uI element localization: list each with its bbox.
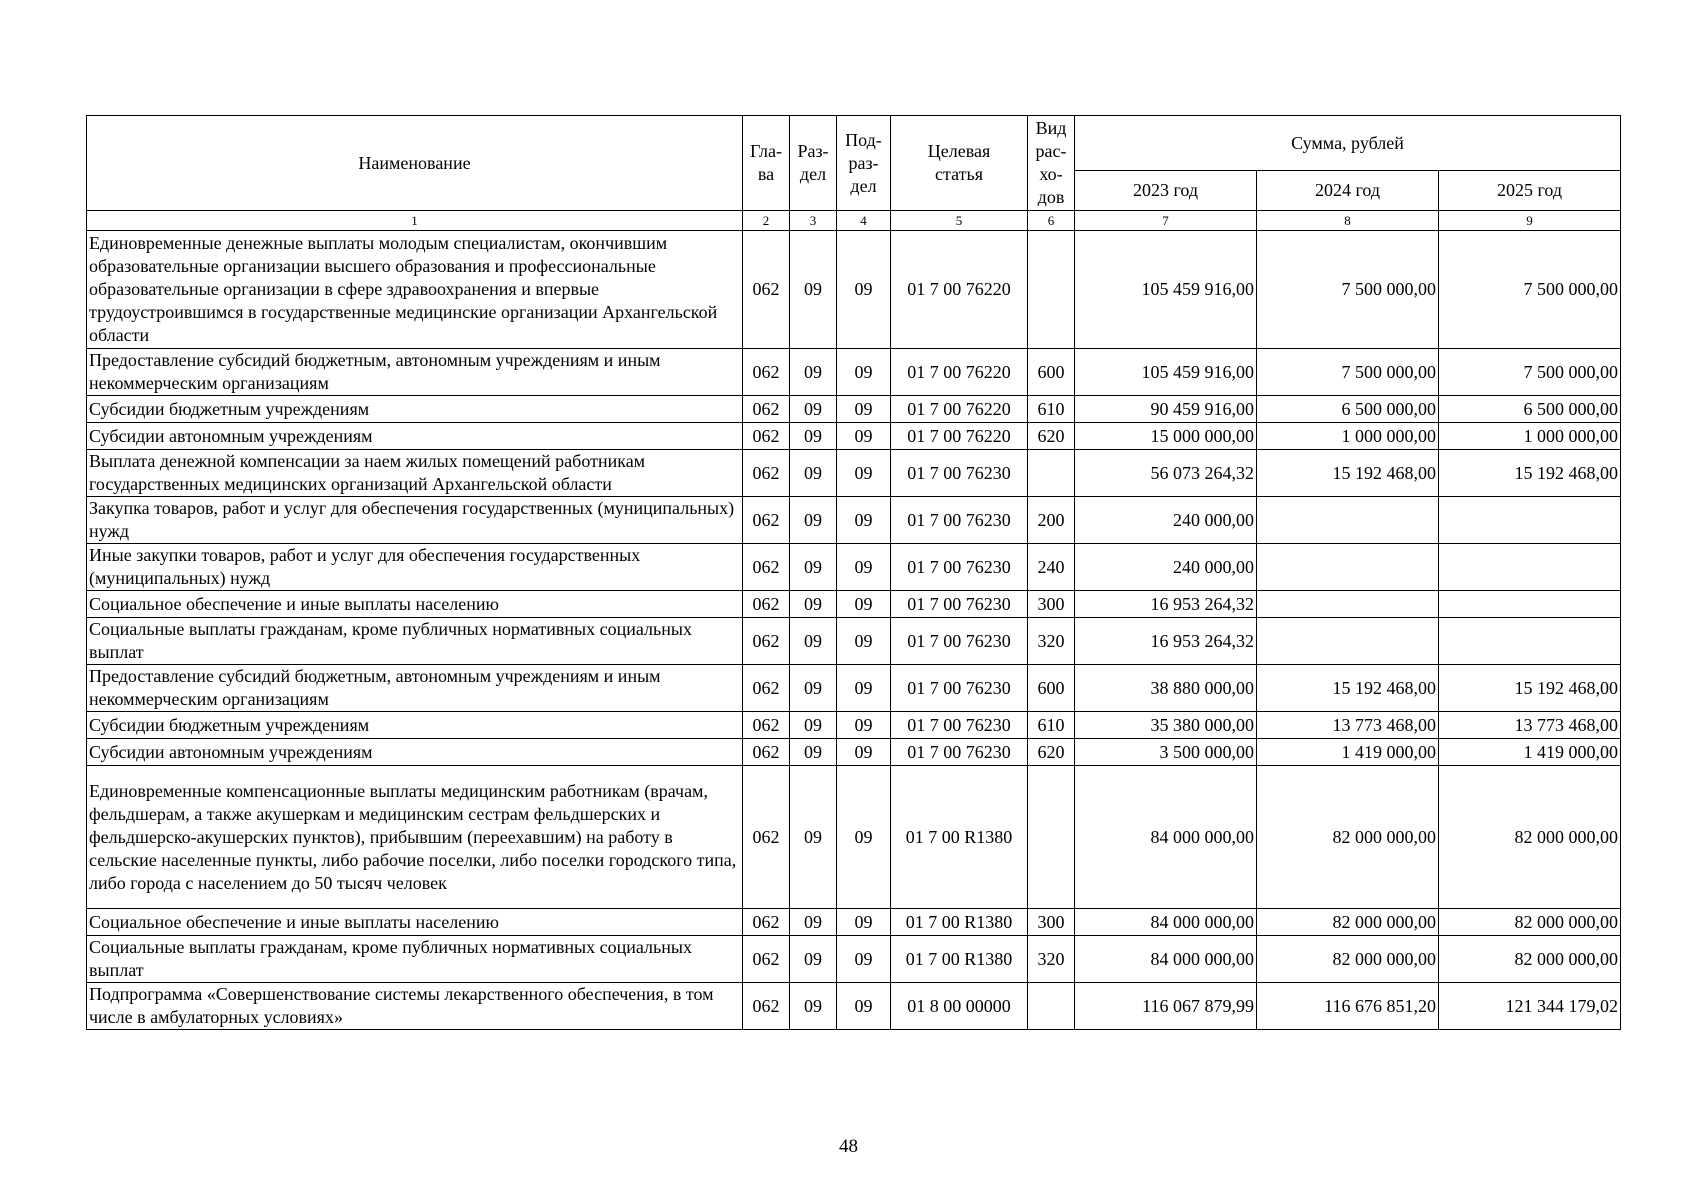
row-amount-2024: 116 676 851,20 <box>1257 983 1439 1030</box>
row-target: 01 7 00 76220 <box>891 349 1028 396</box>
table-row <box>87 544 1621 591</box>
row-chapter: 062 <box>743 591 790 618</box>
row-amount-2024 <box>1257 618 1439 665</box>
row-amount-2025: 1 419 000,00 <box>1439 739 1621 766</box>
header-target <box>891 116 1028 211</box>
row-chapter: 062 <box>743 936 790 983</box>
table-row <box>87 231 1621 349</box>
header-subsection-text: Под- раз- дел <box>845 129 882 196</box>
table-row <box>87 712 1621 739</box>
row-section: 09 <box>790 712 837 739</box>
row-section: 09 <box>790 739 837 766</box>
row-amount-2025: 1 000 000,00 <box>1439 423 1621 450</box>
row-section: 09 <box>790 450 837 497</box>
header-expense-type <box>1028 116 1075 211</box>
row-target: 01 7 00 76230 <box>891 497 1028 544</box>
row-amount-2023: 15 000 000,00 <box>1075 423 1257 450</box>
row-expense-type: 620 <box>1028 739 1075 766</box>
row-target: 01 7 00 R1380 <box>891 766 1028 909</box>
row-amount-2025: 15 192 468,00 <box>1439 665 1621 712</box>
row-subsection: 09 <box>837 739 891 766</box>
table-row <box>87 450 1621 497</box>
row-amount-2024: 15 192 468,00 <box>1257 450 1439 497</box>
header-target-text: Целевая статья <box>927 141 991 184</box>
row-name: Выплата денежной компенсации за наем жилых помещений работникам государственных медицинских организаций Архангельской области <box>87 450 743 497</box>
row-section: 09 <box>790 423 837 450</box>
row-name: Предоставление субсидий бюджетным, автономным учреждениям и иным некоммерческим организациям <box>87 665 743 712</box>
row-amount-2024 <box>1257 591 1439 618</box>
row-subsection: 09 <box>837 665 891 712</box>
row-name: Предоставление субсидий бюджетным, автономным учреждениям и иным некоммерческим организациям <box>87 349 743 396</box>
table-row <box>87 739 1621 766</box>
row-name: Иные закупки товаров, работ и услуг для обеспечения государственных (муниципальных) нужд <box>87 544 743 591</box>
header-name: Наименование <box>87 116 743 211</box>
row-name: Подпрограмма «Совершенствование системы лекарственного обеспечения, в том числе в амбулаторных условиях» <box>87 983 743 1030</box>
row-amount-2023: 35 380 000,00 <box>1075 712 1257 739</box>
row-amount-2023: 84 000 000,00 <box>1075 936 1257 983</box>
row-amount-2023: 38 880 000,00 <box>1075 665 1257 712</box>
row-section: 09 <box>790 231 837 349</box>
column-number: 5 <box>891 211 1028 231</box>
table-row <box>87 936 1621 983</box>
row-expense-type: 240 <box>1028 544 1075 591</box>
row-chapter: 062 <box>743 618 790 665</box>
table-row <box>87 983 1621 1030</box>
row-amount-2025: 82 000 000,00 <box>1439 766 1621 909</box>
table-row <box>87 665 1621 712</box>
row-amount-2024 <box>1257 544 1439 591</box>
row-amount-2025: 82 000 000,00 <box>1439 909 1621 936</box>
row-section: 09 <box>790 766 837 909</box>
table-row <box>87 349 1621 396</box>
row-target: 01 7 00 76230 <box>891 739 1028 766</box>
column-number-row <box>87 211 1621 231</box>
row-expense-type <box>1028 450 1075 497</box>
row-subsection: 09 <box>837 591 891 618</box>
row-name: Субсидии автономным учреждениям <box>87 423 743 450</box>
row-name: Закупка товаров, работ и услуг для обеспечения государственных (муниципальных) нужд <box>87 497 743 544</box>
row-amount-2025: 13 773 468,00 <box>1439 712 1621 739</box>
row-section: 09 <box>790 349 837 396</box>
row-chapter: 062 <box>743 544 790 591</box>
row-chapter: 062 <box>743 665 790 712</box>
row-subsection: 09 <box>837 231 891 349</box>
row-name: Единовременные денежные выплаты молодым специалистам, окончившим образовательные организации высшего образования и профессиональные образовательные организации в сфере здравоохранения и впервые трудоустроившимся в государственные медицинские организации Архангельской области <box>87 231 743 349</box>
row-subsection: 09 <box>837 497 891 544</box>
row-section: 09 <box>790 618 837 665</box>
row-target: 01 7 00 76220 <box>891 396 1028 423</box>
row-subsection: 09 <box>837 712 891 739</box>
row-target: 01 7 00 76230 <box>891 591 1028 618</box>
row-amount-2023: 16 953 264,32 <box>1075 591 1257 618</box>
row-amount-2025: 7 500 000,00 <box>1439 231 1621 349</box>
row-amount-2025: 7 500 000,00 <box>1439 349 1621 396</box>
row-chapter: 062 <box>743 766 790 909</box>
column-number: 7 <box>1075 211 1257 231</box>
table-row <box>87 396 1621 423</box>
row-expense-type: 610 <box>1028 396 1075 423</box>
column-number: 9 <box>1439 211 1621 231</box>
row-name: Социальное обеспечение и иные выплаты населению <box>87 909 743 936</box>
header-chapter <box>743 116 790 211</box>
row-subsection: 09 <box>837 450 891 497</box>
row-expense-type: 610 <box>1028 712 1075 739</box>
row-name: Единовременные компенсационные выплаты медицинским работникам (врачам, фельдшерам, а также акушеркам и медицинским сестрам фельдшерских и фельдшерско-акушерских пунктов), прибывшим (переехавшим) на работу в сельские населенные пункты, либо рабочие поселки, либо поселки городского типа, либо города с населением до 50 тысяч человек <box>87 766 743 909</box>
row-amount-2024: 13 773 468,00 <box>1257 712 1439 739</box>
budget-table <box>86 115 1621 1030</box>
row-name: Субсидии автономным учреждениям <box>87 739 743 766</box>
row-section: 09 <box>790 983 837 1030</box>
row-chapter: 062 <box>743 497 790 544</box>
row-chapter: 062 <box>743 349 790 396</box>
row-chapter: 062 <box>743 396 790 423</box>
row-section: 09 <box>790 936 837 983</box>
row-amount-2024: 82 000 000,00 <box>1257 936 1439 983</box>
header-year-2024: 2024 год <box>1257 171 1439 211</box>
row-amount-2025 <box>1439 544 1621 591</box>
column-number: 6 <box>1028 211 1075 231</box>
row-expense-type: 620 <box>1028 423 1075 450</box>
row-amount-2023: 240 000,00 <box>1075 497 1257 544</box>
table-row <box>87 591 1621 618</box>
row-amount-2023: 3 500 000,00 <box>1075 739 1257 766</box>
row-section: 09 <box>790 544 837 591</box>
row-expense-type <box>1028 231 1075 349</box>
column-number: 8 <box>1257 211 1439 231</box>
row-amount-2025 <box>1439 497 1621 544</box>
row-chapter: 062 <box>743 739 790 766</box>
row-name: Социальные выплаты гражданам, кроме публичных нормативных социальных выплат <box>87 936 743 983</box>
row-expense-type: 600 <box>1028 665 1075 712</box>
row-expense-type: 600 <box>1028 349 1075 396</box>
table-row <box>87 766 1621 909</box>
row-section: 09 <box>790 909 837 936</box>
page-number: 48 <box>839 1136 858 1157</box>
row-chapter: 062 <box>743 712 790 739</box>
row-target: 01 7 00 76220 <box>891 231 1028 349</box>
header-sum: Сумма, рублей <box>1075 116 1621 171</box>
row-amount-2023: 16 953 264,32 <box>1075 618 1257 665</box>
column-number: 4 <box>837 211 891 231</box>
row-expense-type: 200 <box>1028 497 1075 544</box>
row-subsection: 09 <box>837 618 891 665</box>
row-amount-2023: 116 067 879,99 <box>1075 983 1257 1030</box>
row-chapter: 062 <box>743 983 790 1030</box>
row-subsection: 09 <box>837 396 891 423</box>
row-section: 09 <box>790 396 837 423</box>
table-header <box>87 116 1621 231</box>
row-amount-2024: 82 000 000,00 <box>1257 766 1439 909</box>
column-number: 1 <box>87 211 743 231</box>
row-amount-2023: 90 459 916,00 <box>1075 396 1257 423</box>
row-target: 01 7 00 76230 <box>891 544 1028 591</box>
row-chapter: 062 <box>743 450 790 497</box>
header-section <box>790 116 837 211</box>
row-name: Социальные выплаты гражданам, кроме публичных нормативных социальных выплат <box>87 618 743 665</box>
row-name: Субсидии бюджетным учреждениям <box>87 712 743 739</box>
row-expense-type <box>1028 983 1075 1030</box>
row-target: 01 7 00 76230 <box>891 450 1028 497</box>
row-amount-2024: 7 500 000,00 <box>1257 231 1439 349</box>
row-subsection: 09 <box>837 349 891 396</box>
row-expense-type: 300 <box>1028 909 1075 936</box>
row-section: 09 <box>790 591 837 618</box>
row-amount-2025 <box>1439 591 1621 618</box>
row-target: 01 7 00 R1380 <box>891 909 1028 936</box>
row-amount-2025 <box>1439 618 1621 665</box>
row-section: 09 <box>790 497 837 544</box>
row-target: 01 8 00 00000 <box>891 983 1028 1030</box>
row-target: 01 7 00 76230 <box>891 712 1028 739</box>
table-row <box>87 618 1621 665</box>
row-subsection: 09 <box>837 544 891 591</box>
row-amount-2024: 7 500 000,00 <box>1257 349 1439 396</box>
row-expense-type <box>1028 766 1075 909</box>
table-body <box>87 231 1621 1030</box>
row-subsection: 09 <box>837 766 891 909</box>
row-name: Социальное обеспечение и иные выплаты населению <box>87 591 743 618</box>
row-amount-2024: 6 500 000,00 <box>1257 396 1439 423</box>
row-amount-2025: 82 000 000,00 <box>1439 936 1621 983</box>
row-subsection: 09 <box>837 909 891 936</box>
row-amount-2024: 15 192 468,00 <box>1257 665 1439 712</box>
row-target: 01 7 00 76230 <box>891 618 1028 665</box>
row-amount-2023: 56 073 264,32 <box>1075 450 1257 497</box>
row-amount-2024: 1 000 000,00 <box>1257 423 1439 450</box>
table-row <box>87 497 1621 544</box>
row-amount-2024 <box>1257 497 1439 544</box>
row-target: 01 7 00 76230 <box>891 665 1028 712</box>
row-target: 01 7 00 76220 <box>891 423 1028 450</box>
row-amount-2025: 121 344 179,02 <box>1439 983 1621 1030</box>
row-name: Субсидии бюджетным учреждениям <box>87 396 743 423</box>
header-section-text: Раз- дел <box>797 141 829 184</box>
row-amount-2023: 105 459 916,00 <box>1075 349 1257 396</box>
row-chapter: 062 <box>743 231 790 349</box>
row-amount-2024: 1 419 000,00 <box>1257 739 1439 766</box>
column-number: 2 <box>743 211 790 231</box>
row-amount-2025: 6 500 000,00 <box>1439 396 1621 423</box>
row-section: 09 <box>790 665 837 712</box>
row-amount-2023: 240 000,00 <box>1075 544 1257 591</box>
row-amount-2024: 82 000 000,00 <box>1257 909 1439 936</box>
row-expense-type: 300 <box>1028 591 1075 618</box>
row-amount-2023: 105 459 916,00 <box>1075 231 1257 349</box>
table-row <box>87 423 1621 450</box>
header-expense-type-text: Вид рас- хо- дов <box>1035 118 1067 207</box>
header-year-2025: 2025 год <box>1439 171 1621 211</box>
row-chapter: 062 <box>743 423 790 450</box>
row-amount-2023: 84 000 000,00 <box>1075 909 1257 936</box>
row-subsection: 09 <box>837 423 891 450</box>
table-row <box>87 909 1621 936</box>
row-target: 01 7 00 R1380 <box>891 936 1028 983</box>
row-expense-type: 320 <box>1028 618 1075 665</box>
row-subsection: 09 <box>837 936 891 983</box>
row-amount-2023: 84 000 000,00 <box>1075 766 1257 909</box>
row-subsection: 09 <box>837 983 891 1030</box>
header-chapter-text: Гла- ва <box>749 141 783 184</box>
header-subsection <box>837 116 891 211</box>
column-number: 3 <box>790 211 837 231</box>
row-amount-2025: 15 192 468,00 <box>1439 450 1621 497</box>
row-chapter: 062 <box>743 909 790 936</box>
header-year-2023: 2023 год <box>1075 171 1257 211</box>
row-expense-type: 320 <box>1028 936 1075 983</box>
